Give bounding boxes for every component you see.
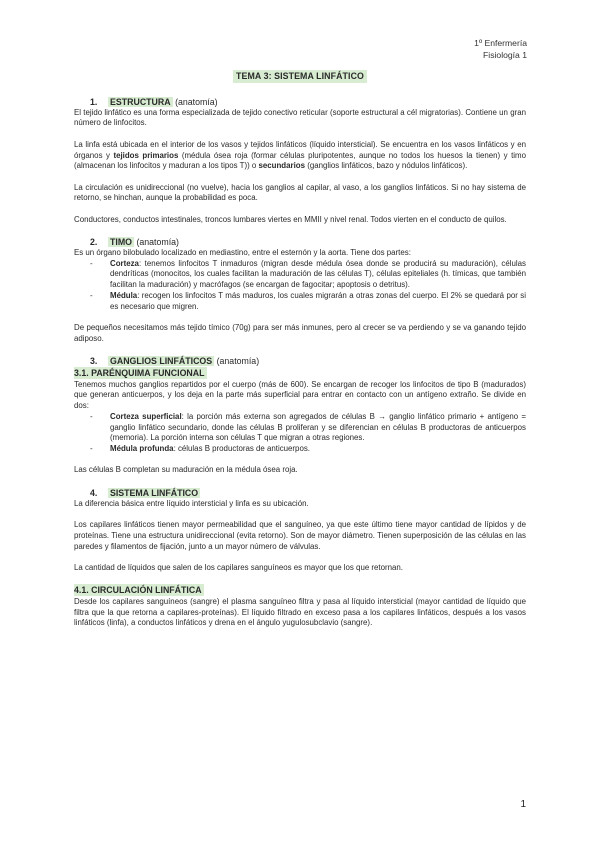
paragraph: Es un órgano bilobulado localizado en mediastino, entre el esternón y la aorta. Tiene dos partes:	[74, 248, 411, 258]
bullet-list	[74, 259, 526, 313]
list-item: - Corteza: tenemos linfocitos T inmaduros (migran desde médula ósea donde se producirá su maduración), células dendríticas (monocitos, los cuales facilitan la maduración de las células T), células epiteliales (h. tímicas, que también facilitan la maduración) y macrófagos (se encargan de fagocitar; apoptosis o detritus).	[90, 258, 526, 290]
paragraph: De pequeños necesitamos más tejido tímico (70g) para ser más inmunes, pero al crecer se va perdiendo y se va ganando tejido adiposo.	[74, 322, 526, 343]
section-heading-ganglios	[74, 355, 526, 367]
paragraph: Tenemos muchos ganglios repartidos por el cuerpo (más de 600). Se encargan de recoger los linfocitos de tipo B (madurados) que generan anticuerpos, y los deja en la parte más superficial para entrar en contacto con un antígeno extraño. Se divide en dos:	[74, 379, 526, 411]
header-subject: Fisiología 1	[483, 50, 527, 60]
section-heading-sistema	[74, 487, 526, 499]
paragraph: Los capilares linfáticos tienen mayor permeabilidad que el sanguíneo, ya que este último tiene mayor cantidad de lípidos y de proteínas. Tiene una estructura unidireccional (evita retorno). Son de mayor diámetro. Tienen superposición de las células en las paredes y filamentos de fijación, junto a un mayor número de válvulas.	[74, 520, 526, 551]
page-header	[474, 37, 527, 61]
section-number: 2.	[90, 237, 98, 248]
paragraph: La cantidad de líquidos que salen de los capilares sanguíneos es mayor que los que retornan.	[74, 562, 403, 572]
section-heading-estructura	[74, 96, 526, 108]
paragraph: Las células B completan su maduración en la médula ósea roja.	[74, 465, 298, 475]
title-wrap	[74, 70, 526, 83]
subsection-title: 3.1. PARÉNQUIMA FUNCIONAL	[74, 368, 205, 379]
section-number: 3.	[90, 356, 98, 367]
section-title: ESTRUCTURA	[110, 96, 171, 107]
section-note: (anatomía)	[175, 96, 218, 107]
list-item: - Médula profunda: células B productoras de anticuerpos.	[90, 444, 310, 453]
section-title: TIMO	[110, 237, 132, 248]
subsection-title: 4.1. CIRCULACIÓN LINFÁTICA	[74, 585, 202, 596]
list-item: - Médula: recogen los linfocitos T más maduros, los cuales migrarán a otras zonas del cuerpo. El 2% se quedará por si es necesario que migren.	[90, 290, 526, 311]
document-body	[74, 70, 526, 629]
section-title: GANGLIOS LINFÁTICOS	[110, 356, 213, 367]
paragraph: La circulación es unidireccional (no vuelve), hacia los ganglios al capilar, al vaso, a los ganglios linfáticos. Si no hay sistema de retorno, se hinchan, aunque la probabilidad es poca.	[74, 182, 526, 203]
paragraph: Conductores, conductos intestinales, troncos lumbares viertes en MMII y nivel renal. Todos vierten en el conducto de quilos.	[74, 214, 507, 224]
page-number: 1	[520, 799, 526, 810]
section-title: SISTEMA LINFÁTICO	[110, 487, 199, 498]
section-note: (anatomía)	[136, 237, 179, 248]
paragraph: El tejido linfático es una forma especializada de tejido conectivo reticular (soporte estructural a cél migratorias). Contiene un gran número de linfocitos.	[74, 107, 526, 128]
paragraph: Desde los capilares sanguíneos (sangre) el plasma sanguíneo filtra y pasa al líquido intersticial (mayor cantidad de líquido que filtra que la que retorna a capilares-proteínas). El líquido filtrado en exceso pasa a los capilares linfáticos, después a los vasos linfáticos (linfa), a conductos linfáticos y drena en el ángulo yugulosubclavio (sangre).	[74, 597, 526, 628]
section-heading-timo	[74, 236, 526, 248]
section-note: (anatomía)	[216, 356, 260, 367]
bullet-list	[74, 412, 526, 455]
header-course: 1º Enfermería	[474, 38, 527, 48]
paragraph: La diferencia básica entre líquido intersticial y linfa es su ubicación.	[74, 498, 309, 508]
list-item: - Corteza superficial: la porción más externa son agregados de células B → ganglio linfático primario + antígeno = ganglio linfático secundario, donde las células B proliferan y se diferencian en células B productoras de anticuerpos (memoria). La porción interna son células T que migran a otras regiones.	[90, 411, 527, 443]
section-number: 1.	[90, 96, 98, 107]
page-title: TEMA 3: SISTEMA LINFÁTICO	[233, 70, 367, 83]
paragraph: La linfa está ubicada en el interior de los vasos y tejidos linfáticos (líquido intersticial). Se encuentra en los vasos linfáticos y en órganos y tejidos primarios (médula ósea roja (formar células pluripotentes, aunque no todos los huesos la tienen) y timo (almacenan los linfocitos y maduran a los tipos T)) o secundarios (ganglios linfáticos, bazo y nódulos linfáticos).	[74, 139, 526, 171]
section-number: 4.	[90, 487, 98, 498]
